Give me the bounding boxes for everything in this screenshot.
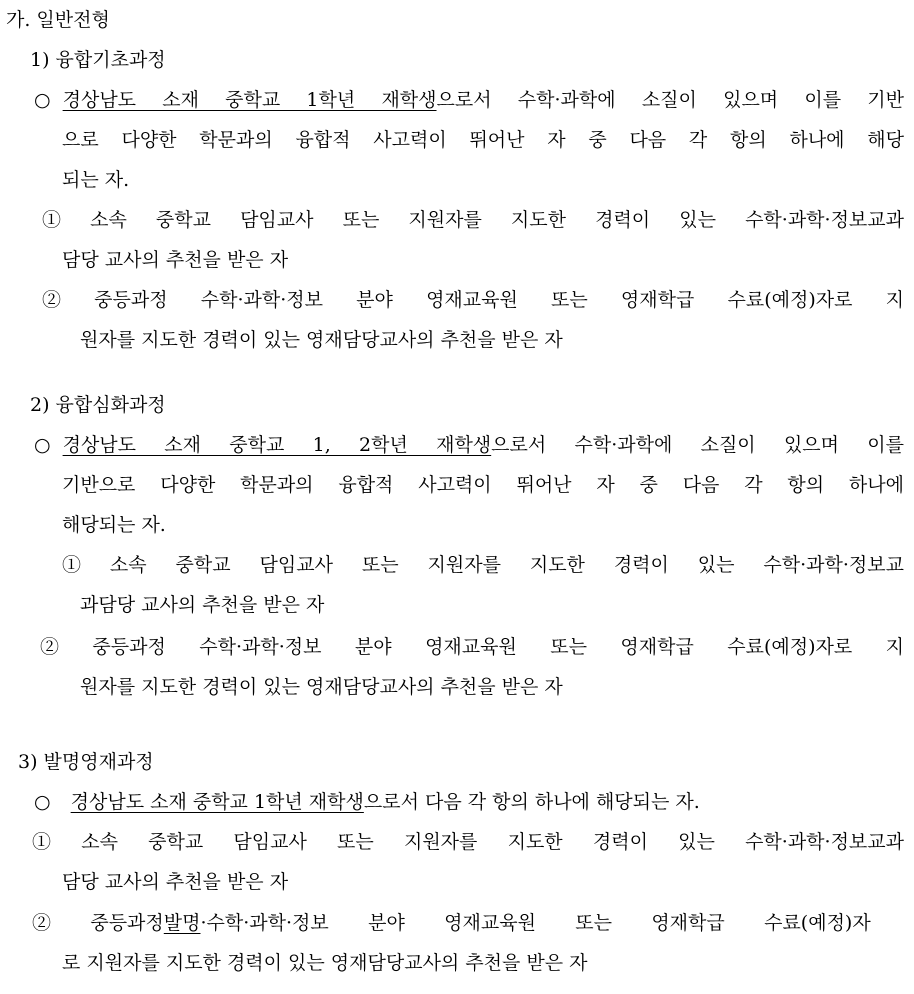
paragraph-line xyxy=(34,80,904,120)
paragraph-line: 해당되는 자. xyxy=(62,514,166,536)
line-text: ② 중등과정발명·수학·과학·정보 분야 영재교육원 또는 영재학급 수료(예정)자 xyxy=(32,912,871,934)
numbered-item-continuation: 원자를 지도한 경력이 있는 영재담당교사의 추천을 받은 자 xyxy=(80,676,563,698)
numbered-item-continuation: 담당 교사의 추천을 받은 자 xyxy=(62,249,289,271)
numbered-item xyxy=(40,627,904,667)
underlined-phrase: 발명 xyxy=(163,912,201,934)
line-text: ① 소속 중학교 담임교사 또는 지원자를 지도한 경력이 있는 수학·과학·정보교과 xyxy=(32,831,904,853)
line-text: 으로서 다음 각 항의 하나에 해당되는 자. xyxy=(363,791,700,813)
paragraph-line xyxy=(62,120,904,160)
underlined-phrase: 경상남도 소재 중학교 1학년 재학생 xyxy=(70,791,364,813)
section-heading: 가. 일반전형 xyxy=(6,9,110,31)
numbered-item-continuation: 원자를 지도한 경력이 있는 영재담당교사의 추천을 받은 자 xyxy=(80,329,563,351)
numbered-item-continuation: 로 지원자를 지도한 경력이 있는 영재담당교사의 추천을 받은 자 xyxy=(62,952,588,974)
bullet-circle: ○ xyxy=(34,434,51,456)
numbered-item xyxy=(62,545,904,585)
line-text: 으로 다양한 학문과의 융합적 사고력이 뛰어난 자 중 다음 각 항의 하나에 해당 xyxy=(62,129,904,151)
section-title-1: 1) 융합기초과정 xyxy=(30,49,166,71)
numbered-item-continuation: 담당 교사의 추천을 받은 자 xyxy=(62,871,289,893)
bullet-circle: ○ xyxy=(34,89,51,111)
numbered-item-continuation: 과담당 교사의 추천을 받은 자 xyxy=(80,594,325,616)
numbered-item xyxy=(32,903,904,943)
paragraph-line xyxy=(34,425,904,465)
line-text: 기반으로 다양한 학문과의 융합적 사고력이 뛰어난 자 중 다음 각 항의 하나에 xyxy=(62,474,904,496)
line-text: ② 중등과정 수학·과학·정보 분야 영재교육원 또는 영재학급 수료(예정)자로 지 xyxy=(40,636,904,658)
underlined-phrase: 경상남도 소재 중학교 1, 2학년 재학생 xyxy=(62,434,492,456)
line-text: ① 소속 중학교 담임교사 또는 지원자를 지도한 경력이 있는 수학·과학·정보교과 xyxy=(42,209,904,231)
line-text: ② 중등과정 수학·과학·정보 분야 영재교육원 또는 영재학급 수료(예정)자로 지 xyxy=(42,289,904,311)
line-text: 경상남도 소재 중학교 1, 2학년 재학생으로서 수학·과학에 소질이 있으며 이를 xyxy=(62,434,904,456)
line-text: ① 소속 중학교 담임교사 또는 지원자를 지도한 경력이 있는 수학·과학·정보교 xyxy=(62,554,904,576)
numbered-item xyxy=(42,200,904,240)
line-text: 경상남도 소재 중학교 1학년 재학생으로서 수학·과학에 소질이 있으며 이를 기반 xyxy=(62,89,904,111)
numbered-item xyxy=(32,822,904,862)
paragraph-line xyxy=(34,782,700,822)
paragraph-line: 되는 자. xyxy=(62,169,130,191)
section-title-2: 2) 융합심화과정 xyxy=(30,394,166,416)
numbered-item xyxy=(42,280,904,320)
paragraph-line xyxy=(62,465,904,505)
section-title-3: 3) 발명영재과정 xyxy=(18,751,154,773)
bullet-circle: ○ xyxy=(34,791,51,813)
underlined-phrase: 경상남도 소재 중학교 1학년 재학생 xyxy=(62,89,437,111)
